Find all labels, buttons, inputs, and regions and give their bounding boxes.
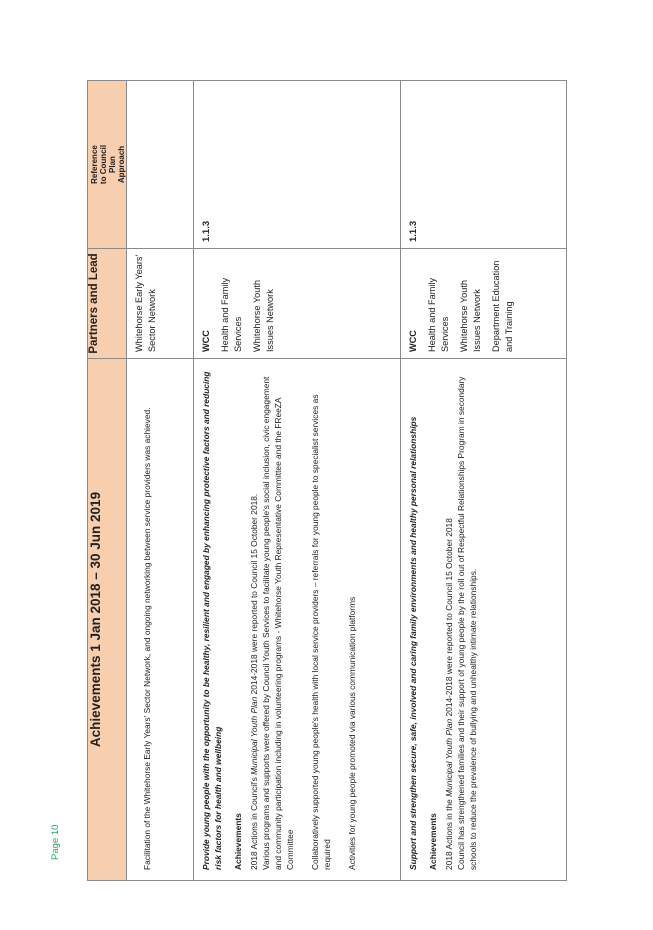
- table-header-row: [88, 81, 127, 881]
- partner-item: WCC: [408, 330, 418, 352]
- partner-item: Whitehorse Youth Issues Network: [252, 279, 275, 352]
- achievement-cell: [194, 359, 401, 881]
- achievement-paragraph: 2018 Actions in Council's Municipal Youth Plan 2014-2018 were reported to Council 15 October 2018.: [249, 493, 259, 870]
- partner-item: Department Education and Training: [491, 260, 514, 352]
- partner-item: Whitehorse Early Years' Sector Network: [134, 254, 157, 352]
- reference-cell: 1.1.3: [401, 81, 567, 249]
- achievements-header: Achievements 1 Jan 2018 – 30 Jun 2019: [88, 359, 127, 881]
- achievement-paragraph: Council has strengthened families and their support of young people by the roll out of Respectful Relationships Program in secondary schools to reduce the prevalence of bullying and unhealthy intimate relationships.: [456, 376, 478, 870]
- goal-statement: Support and strengthen secure, safe, involved and caring family environments and healthy personal relationships: [408, 416, 418, 870]
- achievement-cell: [127, 359, 194, 881]
- page-number: Page 10: [50, 824, 61, 860]
- reference-header: Reference to Council Plan Approach: [88, 81, 127, 249]
- achievements-table: [87, 80, 567, 881]
- partner-item: WCC: [201, 330, 211, 352]
- rotated-page: [87, 81, 564, 881]
- partners-cell: [127, 249, 194, 359]
- partners-header: Partners and Lead: [88, 249, 127, 359]
- table-row: [401, 81, 567, 881]
- reference-cell: 1.1.3: [194, 81, 401, 249]
- partner-item: Whitehorse Youth Issues Network: [459, 279, 482, 352]
- achievement-paragraph: Various programs and supports were offered by Council Youth Services to facilitate young people's social inclusion, civic engagement and community participation including in volunteering programs - Whitehorse Youth Representative Committee and the FReeZA Committee: [261, 376, 295, 870]
- partners-cell: [401, 249, 567, 359]
- table-row: [194, 81, 401, 881]
- achievements-subheading: Achievements: [233, 813, 243, 870]
- achievement-text: Facilitation of the Whitehorse Early Years' Sector Network, and ongoing networking between service providers was achieved.: [142, 407, 152, 870]
- partners-cell: [194, 249, 401, 359]
- goal-statement: Provide young people with the opportunity to be healthy, resilient and engaged by enhancing protective factors and reducing risk factors for health and wellbeing: [201, 371, 223, 870]
- reference-cell: [127, 81, 194, 249]
- partner-item: Health and Family Services: [220, 277, 243, 352]
- table-row: [127, 81, 194, 881]
- achievements-subheading: Achievements: [428, 813, 438, 870]
- achievement-paragraph: 2018 Actions in the Municipal Youth Plan 2014-2018 were reported to Council 15 October 2018: [444, 518, 454, 870]
- partner-item: Health and Family Services: [427, 277, 450, 352]
- achievement-paragraph: Collaboratively supported young people's health with local service providers – referrals for young people to specialist services as required: [310, 394, 332, 870]
- achievement-paragraph: Activities for young people promoted via various communication platforms: [347, 596, 357, 870]
- achievement-cell: [401, 359, 567, 881]
